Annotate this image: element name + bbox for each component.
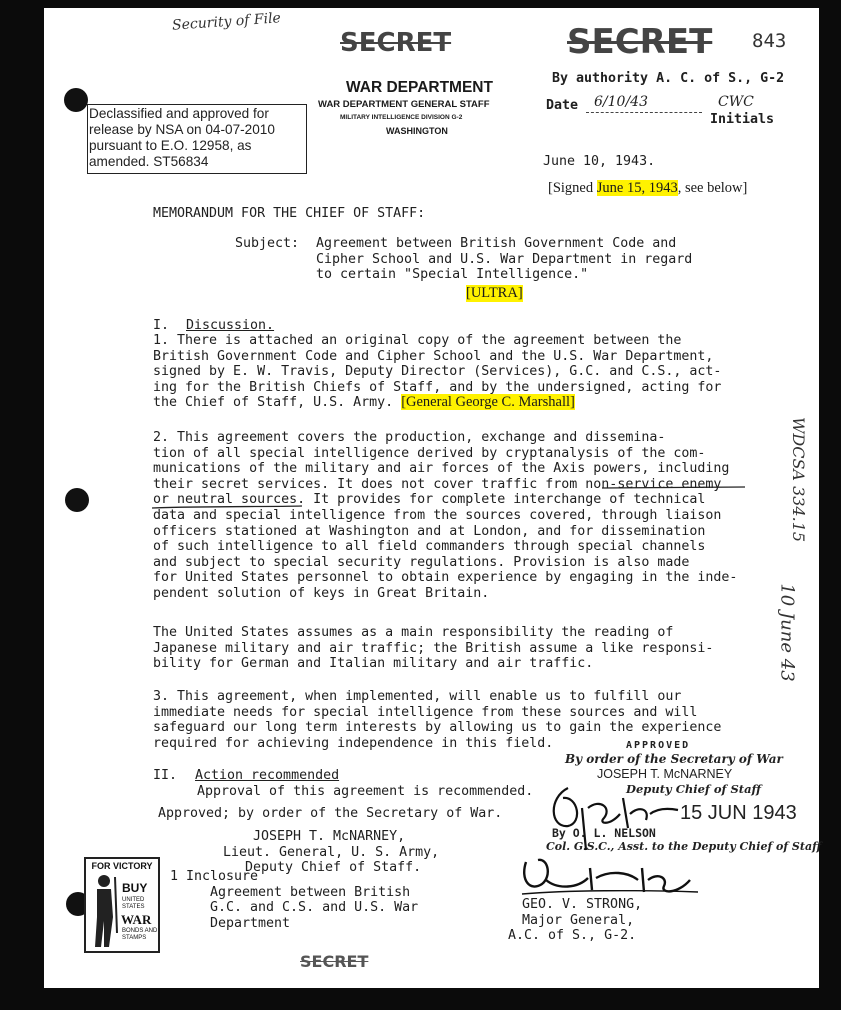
subject-line: Agreement between British Government Code and [316, 236, 677, 251]
binder-hole-top [64, 88, 88, 112]
margin-note-file-number: WDCSA 334.15 [789, 416, 809, 543]
inclosure-count: 1 Inclosure [170, 869, 259, 884]
authority-initials-label: Initials [710, 112, 775, 127]
paragraph-2-line: of such intelligence to all field commanders through special channels [153, 539, 706, 555]
paragraph-1-line: British Government Code and Cipher School and the U.S. War Department, [153, 348, 714, 364]
declassification-box [87, 104, 307, 174]
paragraph-1-line [153, 395, 721, 411]
declassification-line: pursuant to E.O. 12958, as [89, 138, 252, 153]
handwritten-underline [150, 484, 750, 514]
signed-annotation [548, 180, 747, 197]
paragraph-2-line: and subject to special security regulations. Provision is also made [153, 554, 690, 570]
paragraph-2 [153, 430, 737, 602]
paragraph-2b-line: bility for German and Italian military and air traffic. [153, 656, 594, 672]
paragraph-2-line: their secret services. It does not cover traffic from non-service enemy [153, 476, 722, 492]
authority-line: By authority A. C. of S., G-2 [552, 71, 785, 86]
approved-stamp-assistant: Col. G.S.C., Asst. to the Deputy Chief of Staff [546, 840, 822, 853]
authority-date-label: Date [546, 98, 579, 113]
strong-signature-stroke [524, 860, 690, 892]
war-bonds-poster [84, 857, 160, 953]
subject-line: Cipher School and U.S. War Department in regard [316, 251, 693, 267]
approved-line: Approved; by order of the Secretary of War. [158, 806, 503, 821]
section-2-number: II. [153, 768, 178, 783]
paragraph-2-line: data and special intelligence from the sources covered, through liaison [153, 507, 722, 523]
subject-text [316, 236, 692, 283]
inclosure-line: G.C. and C.S. and U.S. War [210, 900, 419, 916]
approved-stamp-date: 15 JUN 1943 [680, 802, 797, 824]
paragraph-2-line: tion of all special intelligence derived by cryptanalysis of the com- [153, 445, 706, 461]
paragraph-2-line: or neutral sources. It provides for complete interchange of technical [153, 492, 706, 508]
inclosure-block [170, 869, 418, 931]
city-title: WASHINGTON [386, 126, 448, 136]
paragraph-2b [153, 625, 713, 672]
signed-date: June 15, 1943 [596, 180, 678, 196]
paragraph-1-last-text: the Chief of Staff, U.S. Army. [153, 395, 394, 411]
paragraph-3-line: safeguard our long term interests by allowing us to gain the experience [153, 720, 722, 736]
paragraph-1-line: 1. There is attached an original copy of the agreement between the [153, 333, 682, 348]
signatory-line: JOSEPH T. McNARNEY, [253, 829, 406, 844]
paragraph-1-line: signed by E. W. Travis, Deputy Director (Services), G.C. and C.S., act- [153, 364, 722, 380]
approved-stamp-word: APPROVED [626, 740, 691, 751]
subject-line: to certain "Special Intelligence." [316, 267, 589, 283]
nelson-signature-stroke [554, 788, 678, 850]
underline-stroke-2 [152, 506, 302, 508]
soldier-figure-icon [89, 873, 121, 949]
authority-initials-value: CWC [718, 94, 754, 110]
strong-line: A.C. of S., G-2. [508, 928, 637, 944]
declassification-line: release by NSA on 04-07-2010 [89, 122, 275, 137]
ultra-annotation: [ULTRA] [466, 285, 523, 301]
soldier-rifle [115, 877, 117, 933]
section-2-text: Approval of this agreement is recommended. [197, 784, 534, 799]
margin-note-date: 10 June 43 [776, 583, 798, 682]
strong-signature [518, 850, 708, 900]
secret-stamp-right: SECRET [567, 22, 713, 62]
inclosure-line: Agreement between British [210, 884, 411, 900]
paragraph-2-line: 2. This agreement covers the production, exchange and dissemina- [153, 430, 666, 445]
strong-block [508, 897, 642, 944]
paragraph-2-line: munications of the military and air forces of the Axis powers, including [153, 461, 730, 477]
signed-prefix: [Signed [548, 180, 597, 196]
subject-label: Subject: [235, 236, 300, 251]
signatory-line: Deputy Chief of Staff. [245, 860, 422, 876]
memo-date: June 10, 1943. [543, 154, 656, 169]
declassification-line: amended. ST56834 [89, 154, 209, 169]
authority-date-value: 6/10/43 [594, 94, 648, 110]
paragraph-2-line: pendent solution of keys in Great Britain. [153, 585, 490, 601]
authority-date-rule [586, 112, 702, 113]
declassification-line: Declassified and approved for [89, 106, 269, 121]
paragraph-1 [153, 333, 721, 411]
approved-stamp-name: JOSEPH T. McNARNEY [597, 767, 733, 781]
staff-title: WAR DEPARTMENT GENERAL STAFF [318, 99, 490, 110]
paragraph-3-line: required for achieving independence in this field. [153, 735, 554, 751]
secret-stamp-left: SECRET [340, 28, 452, 58]
paragraph-2b-line: Japanese military and air traffic; the British assume a like responsi- [153, 640, 714, 656]
nelson-signature [538, 778, 688, 858]
signatory-line: Lieut. General, U. S. Army, [223, 844, 440, 860]
paragraph-3-line: immediate needs for special intelligence from these sources and will [153, 704, 698, 720]
binder-hole-middle [65, 488, 89, 512]
paragraph-3-line: 3. This agreement, when implemented, will enable us to fulfill our [153, 689, 682, 704]
section-1-heading: Discussion. [186, 318, 275, 333]
poster-united-states: UNITED STATES [122, 897, 145, 910]
secret-stamp-bottom: SECRET [300, 952, 369, 971]
signed-suffix: , see below] [677, 180, 748, 196]
paragraph-1-line: ing for the British Chiefs of Staff, and by the undersigned, acting for [153, 379, 722, 395]
poster-heading: FOR VICTORY [91, 861, 153, 871]
inclosure-line: Department [210, 915, 291, 931]
poster-war: WAR [121, 912, 152, 927]
approved-stamp-title: Deputy Chief of Staff [626, 782, 762, 796]
department-title: WAR DEPARTMENT [346, 79, 493, 96]
paragraph-2-line: officers stationed at Washington and at London, and for dissemination [153, 523, 706, 539]
handwritten-note-top: Security of File [171, 10, 282, 34]
poster-bonds: BONDS AND STAMPS [122, 928, 158, 941]
approved-stamp-by-order: By order of the Secretary of War [565, 752, 783, 766]
memo-recipient: MEMORANDUM FOR THE CHIEF OF STAFF: [153, 206, 426, 221]
strong-line: Major General, [522, 912, 635, 928]
section-2-heading: Action recommended [195, 768, 340, 783]
soldier-body [95, 889, 113, 947]
paragraph-2b-line: The United States assumes as a main responsibility the reading of [153, 625, 674, 640]
marshall-annotation: [General George C. Marshall] [401, 394, 575, 411]
page-number: 843 [752, 30, 787, 52]
strong-line: GEO. V. STRONG, [522, 897, 643, 912]
poster-buy: BUY [122, 881, 148, 895]
paragraph-2-line: for United States personnel to obtain experience by engaging in the inde- [153, 570, 738, 586]
soldier-head [98, 875, 110, 887]
section-1-number: I. [153, 318, 170, 333]
underline-stroke-3 [602, 487, 745, 488]
approved-stamp-by-line: By O. L. NELSON [552, 826, 656, 840]
division-title: MILITARY INTELLIGENCE DIVISION G-2 [340, 114, 463, 121]
